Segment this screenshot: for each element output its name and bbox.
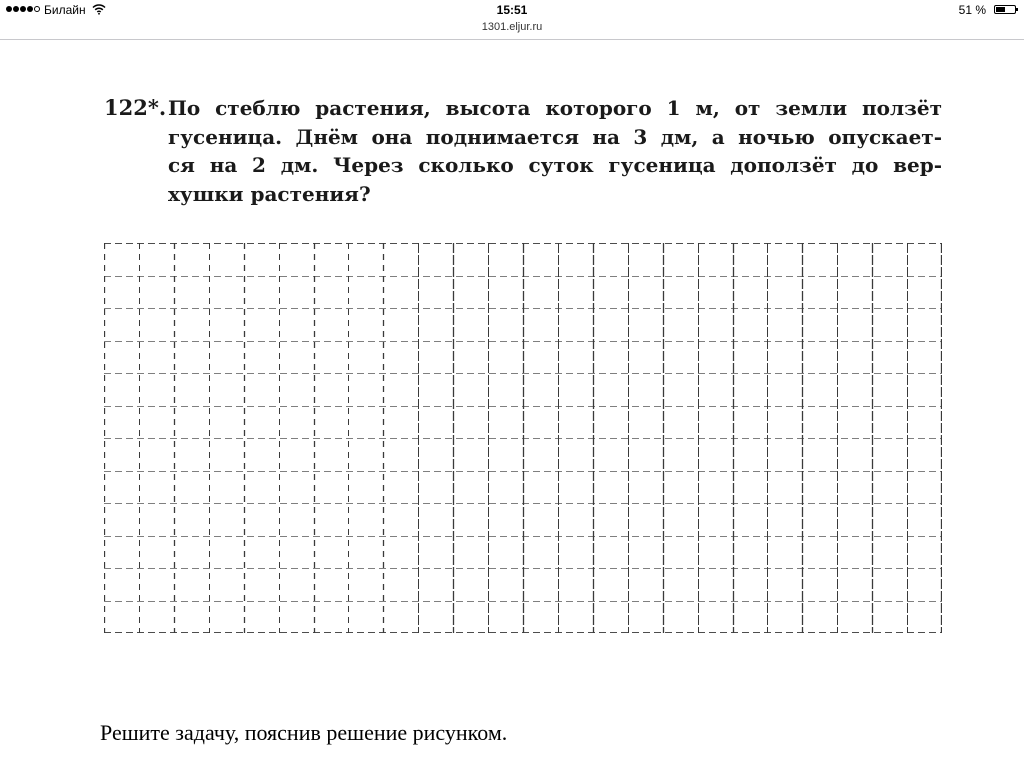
address-bar-url[interactable]: 1301.eljur.ru — [481, 21, 543, 33]
problem-line: хушки растения? — [168, 181, 371, 206]
problem-line: По стеблю растения, высота которого 1 м, от земли ползёт — [168, 96, 942, 120]
problem-number: 122*. — [104, 95, 167, 120]
battery-percentage: 51 % — [958, 3, 986, 17]
toolbar-divider — [0, 39, 1024, 40]
battery-icon — [994, 5, 1016, 14]
task-instruction: Решите задачу, пояснив решение рисунком. — [100, 720, 508, 745]
problem-line: ся на 2 дм. Через сколько суток гусеница доползёт до вер- — [168, 153, 942, 177]
clock: 15:51 — [496, 3, 528, 17]
status-bar — [0, 0, 1024, 20]
drawing-grid — [104, 243, 942, 633]
problem-line: гусеница. Днём она поднимается на 3 дм, а ночью опускает- — [168, 124, 942, 149]
problem-text — [168, 94, 942, 208]
grid-lines — [104, 243, 942, 633]
carrier-name: Билайн — [44, 3, 86, 17]
